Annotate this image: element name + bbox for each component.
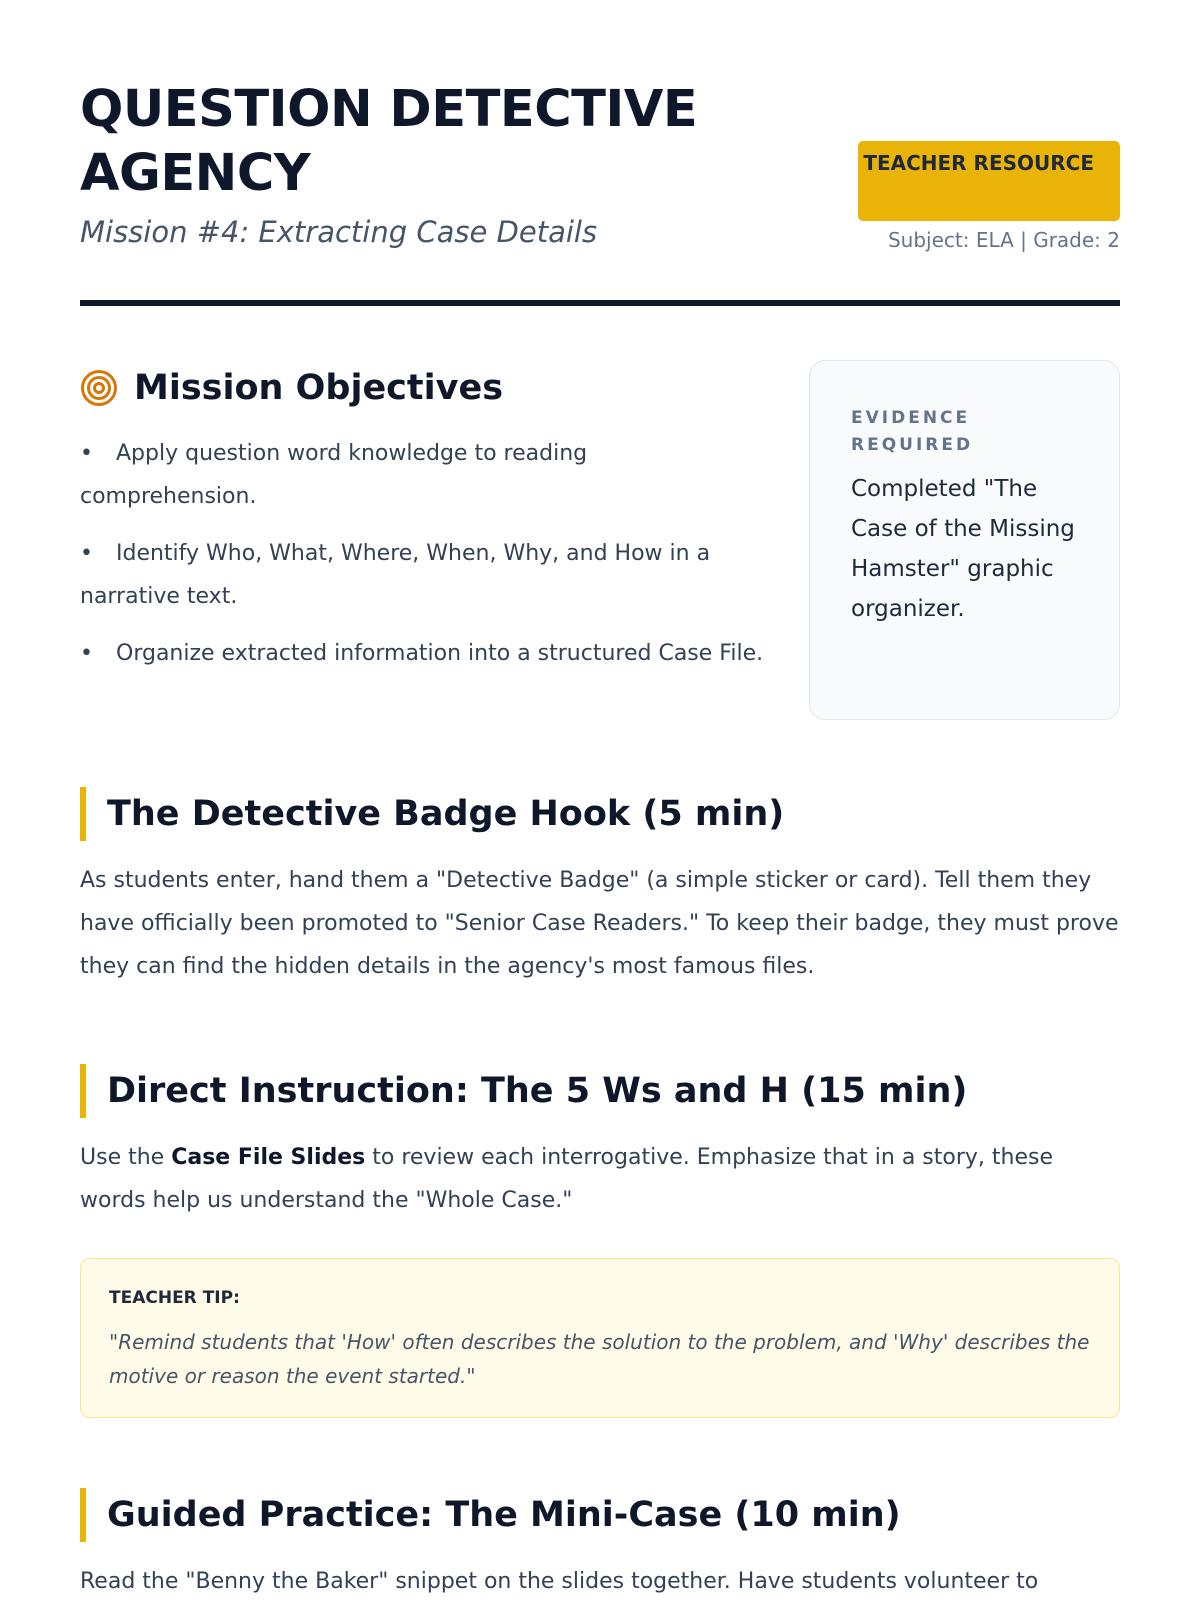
target-icon bbox=[80, 369, 118, 407]
bullet-icon: • bbox=[80, 541, 93, 566]
objective-text: Organize extracted information into a structured Case File. bbox=[116, 641, 764, 666]
hook-heading: The Detective Badge Hook (5 min) bbox=[107, 794, 785, 834]
teacher-tip-callout bbox=[80, 1258, 1120, 1418]
teacher-tip-label: TEACHER TIP: bbox=[109, 1288, 240, 1308]
evidence-required-card bbox=[809, 360, 1120, 720]
objective-text: Apply question word knowledge to reading comprehension. bbox=[80, 441, 588, 509]
guided-heading-row bbox=[80, 1487, 1120, 1543]
evidence-label: EVIDENCE REQUIRED bbox=[851, 408, 974, 455]
mission-objectives-heading: Mission Objectives bbox=[134, 368, 504, 408]
instruction-heading: Direct Instruction: The 5 Ws and H (15 min) bbox=[107, 1071, 968, 1111]
objectives-list bbox=[80, 432, 770, 689]
mission-objectives-heading-row bbox=[80, 360, 760, 416]
hook-heading-row bbox=[80, 786, 1120, 842]
bullet-icon: • bbox=[80, 641, 93, 666]
page-header bbox=[80, 78, 1120, 308]
guided-practice-section bbox=[80, 1487, 1120, 1603]
guided-heading: Guided Practice: The Mini-Case (10 min) bbox=[107, 1495, 901, 1535]
instruction-body-pre: Use the bbox=[80, 1145, 172, 1170]
teacher-tip-text: "Remind students that 'How' often describes the solution to the problem, and 'Why' describes the motive or reason the event started." bbox=[109, 1330, 1090, 1388]
objective-text: Identify Who, What, Where, When, Why, and How in a narrative text. bbox=[80, 541, 711, 609]
section-accent-bar bbox=[80, 1064, 86, 1118]
mission-subtitle: Mission #4: Extracting Case Details bbox=[80, 215, 598, 249]
mission-objectives-section bbox=[80, 360, 764, 666]
subject-grade-meta: Subject: ELA | Grade: 2 bbox=[887, 228, 1120, 252]
list-item bbox=[80, 432, 770, 518]
instruction-body-post: to review each interrogative. Emphasize that in a story, these words help us understand the "Whole Case." bbox=[80, 1145, 1054, 1213]
list-item bbox=[80, 532, 770, 618]
header-divider bbox=[80, 300, 1120, 306]
bullet-icon: • bbox=[80, 441, 93, 466]
list-item bbox=[80, 632, 770, 675]
hook-body: As students enter, hand them a "Detective Badge" (a simple sticker or card). Tell them they have officially been promoted to "Senior Case Readers." To keep their badge, they must prove they can find the hidden details in the agency's most famous files. bbox=[80, 868, 1119, 979]
guided-body: Read the "Benny the Baker" snippet on the slides together. Have students volunteer to bbox=[80, 1569, 1039, 1594]
evidence-text: Completed "The Case of the Missing Hamster" graphic organizer. bbox=[851, 476, 1075, 622]
page-title: QUESTION DETECTIVE AGENCY bbox=[80, 80, 698, 203]
instruction-body bbox=[80, 1136, 1120, 1222]
instruction-heading-row bbox=[80, 1063, 1120, 1119]
case-file-slides-text: Case File Slides bbox=[171, 1145, 366, 1170]
section-accent-bar bbox=[80, 1488, 86, 1542]
section-accent-bar bbox=[80, 787, 86, 841]
teacher-resource-badge: TEACHER RESOURCE bbox=[858, 141, 1120, 221]
hook-section bbox=[80, 786, 1120, 988]
instruction-section bbox=[80, 1063, 1120, 1222]
